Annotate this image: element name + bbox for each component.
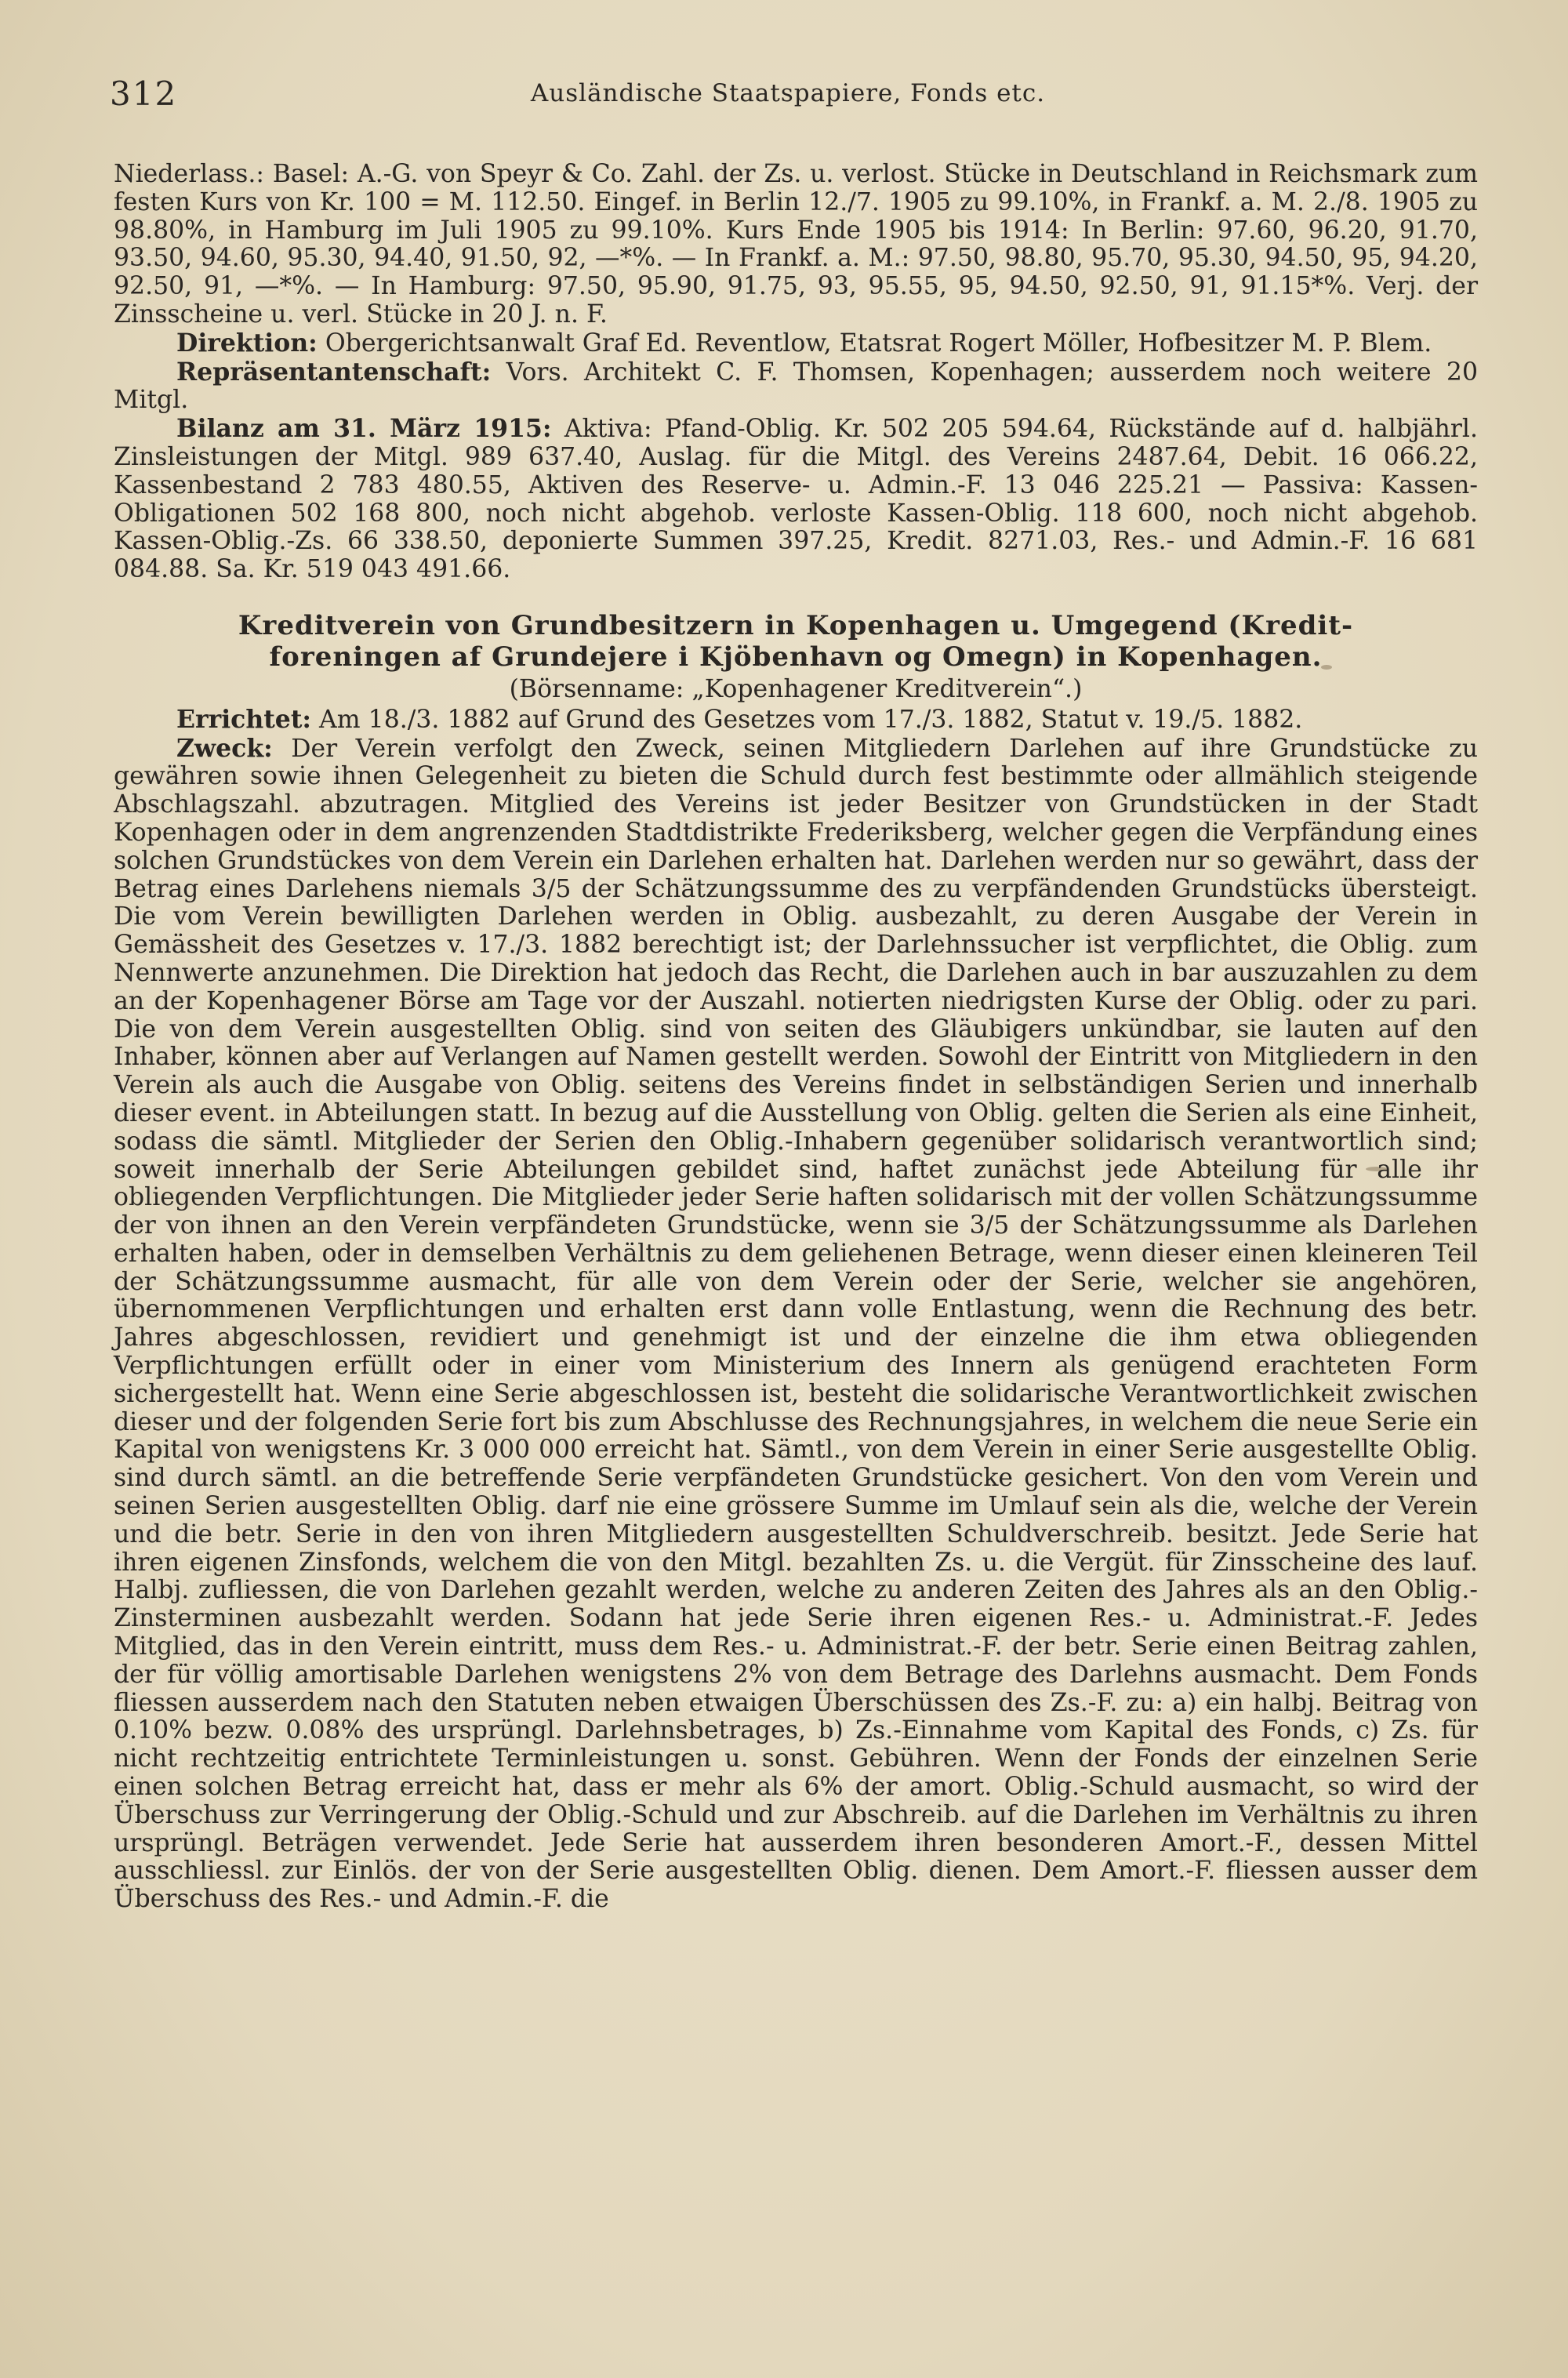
repraesentanten-text: Vors. Architekt C. F. Thomsen, Kopenhagen; ausserdem noch weitere 20 Mitgl. [114, 358, 1478, 415]
errichtet-paragraph [114, 706, 1478, 735]
direktion-paragraph [114, 329, 1478, 358]
direktion-label: Direktion: [176, 328, 318, 358]
bilanz-label: Bilanz am 31. März 1915: [176, 414, 552, 444]
direktion-text: Obergerichtsanwalt Graf Ed. Reventlow, Etatsrat Rogert Möller, Hofbesitzer M. P. Blem. [317, 329, 1432, 358]
zweck-paragraph [114, 735, 1478, 1914]
errichtet-text: Am 18./3. 1882 auf Grund des Gesetzes vom 17./3. 1882, Statut v. 19./5. 1882. [311, 705, 1303, 734]
page-body [114, 161, 1478, 1914]
bilanz-text: Aktiva: Pfand-Oblig. Kr. 502 205 594.64, Rückstände auf d. halbjährl. Zinsleistungen der Mitgl. 989 637.40, Auslag. für die Mitgl. des Vereins 2487.64, Debit. 16 066.22, Kassenbestand 2 783 480.55, Aktiven des Reserve- u. Admin.-F. 13 046 225.21 — Passiva: Kassen-Obligationen 502 168 800, noch nicht abgehob. verloste Kassen-Oblig. 118 600, noch nicht abgehob. Kassen-Oblig.-Zs. 66 338.50, deponierte Summen 397.25, Kredit. 8271.03, Res.- und Admin.-F. 16 681 084.88. Sa. Kr. 519 043 491.66. [114, 415, 1478, 584]
repraesentanten-paragraph [114, 358, 1478, 416]
page-header [110, 74, 1466, 122]
section-title [114, 610, 1478, 673]
repraesentanten-label: Repräsentantenschaft: [176, 357, 492, 387]
zweck-text: Der Verein verfolgt den Zweck, seinen Mitgliedern Darlehen auf ihre Grundstücke zu gewähren sowie ihnen Gelegenheit zu bieten die Schuld durch fest bestimmte oder allmählich steigende Abschlagszahl. abzutragen. Mitglied des Vereins ist jeder Besitzer von Grundstücken in der Stadt Kopenhagen oder in dem angrenzenden Stadtdistrikte Frederiksberg, welcher gegen die Verpfändung eines solchen Grundstückes von dem Verein ein Darlehen erhalten hat. Darlehen werden nur so gewährt, dass der Betrag eines Darlehens niemals 3/5 der Schätzungssumme des zu verpfändenden Grundstücks übersteigt. Die vom Verein bewilligten Darlehen werden in Oblig. ausbezahlt, zu deren Ausgabe der Verein in Gemässheit des Gesetzes v. 17./3. 1882 berechtigt ist; der Darlehnssucher ist verpflichtet, die Oblig. zum Nennwerte anzunehmen. Die Direktion hat jedoch das Recht, die Darlehen auch in bar auszuzahlen zu dem an der Kopenhagener Börse am Tage vor der Auszahl. notierten niedrigsten Kurse der Oblig. oder zu pari. Die von dem Verein ausgestellten Oblig. sind von seiten des Gläubigers unkündbar, sie lauten auf den Inhaber, können aber auf Verlangen auf Namen gestellt werden. Sowohl der Eintritt von Mitgliedern in den Verein als auch die Ausgabe von Oblig. seitens des Vereins findet in selbständigen Serien und innerhalb dieser event. in Abteilungen statt. In bezug auf die Ausstellung von Oblig. gelten die Serien als eine Einheit, sodass die sämtl. Mitglieder der Serien den Oblig.-Inhabern gegenüber solidarisch verantwortlich sind; soweit innerhalb der Serie Abteilungen gebildet sind, haftet zunächst jede Abteilung für alle ihr obliegenden Verpflichtungen. Die Mitglieder jeder Serie haften solidarisch mit der vollen Schätzungssumme der von ihnen an den Verein verpfändeten Grundstücke, wenn sie 3/5 der Schätzungssumme als Darlehen erhalten haben, oder in demselben Verhältnis zu dem geliehenen Betrage, wenn dieser einen kleineren Teil der Schätzungssumme ausmacht, für alle von dem Verein oder der Serie, welcher sie angehören, übernommenen Verpflichtungen und erhalten erst dann volle Entlastung, wenn die Rechnung des betr. Jahres abgeschlossen, revidiert und genehmigt ist und der einzelne die ihm etwa obliegenden Verpflichtungen erfüllt oder in einer vom Ministerium des Innern als genügend erachteten Form sichergestellt hat. Wenn eine Serie abgeschlossen ist, besteht die solidarische Verantwortlichkeit zwischen dieser und der folgenden Serie fort bis zum Abschlusse des Rechnungsjahres, in welchem die neue Serie ein Kapital von wenigstens Kr. 3 000 000 erreicht hat. Sämtl., von dem Verein in einer Serie ausgestellte Oblig. sind durch sämtl. an die betreffende Serie verpfändeten Grundstücke gesichert. Von den vom Verein und seinen Serien ausgestellten Oblig. darf nie eine grössere Summe im Umlauf sein als die, welche der Verein und die betr. Serie in den von ihren Mitgliedern ausgestellten Schuldverschreib. besitzt. Jede Serie hat ihren eigenen Zinsfonds, welchem die von den Mitgl. bezahlten Zs. u. die Vergüt. für Zinsscheine des lauf. Halbj. zufliessen, die von Darlehen gezahlt werden, welche zu anderen Zeiten des Jahres als an den Oblig.-Zinsterminen ausbezahlt werden. Sodann hat jede Serie ihren eigenen Res.- u. Administrat.-F. Jedes Mitglied, das in den Verein eintritt, muss dem Res.- u. Administrat.-F. der betr. Serie einen Beitrag zahlen, der für völlig amortisable Darlehen wenigstens 2% von dem Betrage des Darlehns ausmacht. Dem Fonds fliessen ausserdem nach den Statuten neben etwaigen Überschüssen des Zs.-F. zu: a) ein halbj. Beitrag von 0.10% bezw. 0.08% des ursprüngl. Darlehnsbetrages, b) Zs.-Einnahme vom Kapital des Fonds, c) Zs. für nicht rechtzeitig entrichtete Terminleistungen u. sonst. Gebühren. Wenn der Fonds der einzelnen Serie einen solchen Betrag erreicht hat, dass er mehr als 6% der amort. Oblig.-Schuld ausmacht, so wird der Überschuss zur Verringerung der Oblig.-Schuld und zur Abschreib. auf die Darlehen im Verhältnis zu ihren ursprüngl. Beträgen verwendet. Jede Serie hat ausserdem ihren besonderen Amort.-F., dessen Mittel ausschliessl. zur Einlös. der von der Serie ausgestellten Oblig. dienen. Dem Amort.-F. fliessen ausser dem Überschuss des Res.- und Admin.-F. die [114, 734, 1478, 1914]
errichtet-label: Errichtet: [176, 704, 312, 734]
bilanz-paragraph [114, 415, 1478, 584]
section-title-line-2: foreningen af Grundejere i Kjöbenhavn og Omegn) in Kopenhagen. [269, 641, 1323, 673]
niederlass-paragraph: Niederlass.: Basel: A.-G. von Speyr & Co. Zahl. der Zs. u. verlost. Stücke in Deutschland in Reichsmark zum festen Kurs von Kr. 100 = M. 112.50. Eingef. in Berlin 12./7. 1905 zu 99.10%, in Frankf. a. M. 2./8. 1905 zu 98.80%, in Hamburg im Juli 1905 zu 99.10%. Kurs Ende 1905 bis 1914: In Berlin: 97.60, 96.20, 91.70, 93.50, 94.60, 95.30, 94.40, 91.50, 92, —*%. — In Frankf. a. M.: 97.50, 98.80, 95.70, 95.30, 94.50, 95, 94.20, 92.50, 91, —*%. — In Hamburg: 97.50, 95.90, 91.75, 93, 95.55, 95, 94.50, 92.50, 91, 91.15*%. Verj. der Zinsscheine u. verl. Stücke in 20 J. n. F. [114, 160, 1478, 329]
boersenname: (Börsenname: „Kopenhagener Kreditverein“.) [509, 674, 1083, 703]
page-number: 312 [110, 74, 178, 113]
running-title: Ausländische Staatspapiere, Fonds etc. [530, 79, 1046, 107]
section-title-line-1: Kreditverein von Grundbesitzern in Kopenhagen u. Umgegend (Kredit- [238, 609, 1354, 641]
zweck-label: Zweck: [176, 733, 273, 763]
